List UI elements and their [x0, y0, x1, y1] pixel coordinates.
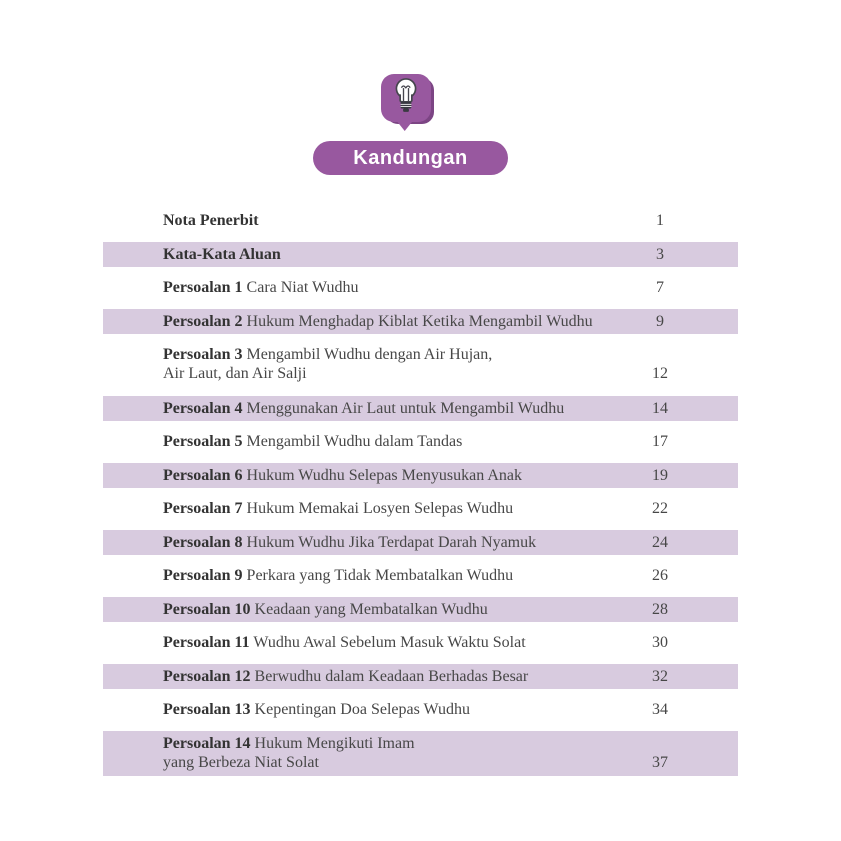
toc-row: [103, 630, 738, 655]
toc-entry-title: Persoalan 9 Perkara yang Tidak Membatalkan Wudhu: [163, 567, 514, 584]
toc-row: [103, 731, 738, 776]
toc-entry-title: Persoalan 12 Berwudhu dalam Keadaan Berhadas Besar: [163, 667, 529, 685]
toc-entry-label: Persoalan 1: [163, 279, 243, 296]
toc-row: [103, 563, 738, 588]
toc-row: [103, 664, 738, 689]
toc-entry-label: Persoalan 14: [163, 734, 251, 752]
toc-entry-title: Persoalan 2 Hukum Menghadap Kiblat Ketika Mengambil Wudhu: [163, 312, 593, 330]
toc-row: [103, 530, 738, 555]
toc-entry-page: 26: [652, 567, 668, 584]
toc-row: [103, 342, 738, 387]
toc-entry-title: Persoalan 11 Wudhu Awal Sebelum Masuk Waktu Solat: [163, 634, 526, 651]
toc-entry-title: Persoalan 13 Kepentingan Doa Selepas Wudhu: [163, 701, 470, 718]
toc-entry-label: Persoalan 2: [163, 312, 243, 330]
toc-row: [103, 208, 738, 233]
toc-entry-page: 17: [652, 433, 668, 450]
contents-banner-title: Kandungan: [353, 146, 468, 169]
toc-entry-title: [163, 208, 640, 233]
toc-entry-title: Persoalan 5 Mengambil Wudhu dalam Tandas: [163, 433, 463, 450]
table-of-contents: [103, 208, 738, 784]
toc-entry-page: 22: [652, 500, 668, 517]
toc-entry-title: Persoalan 10 Keadaan yang Membatalkan Wudhu: [163, 600, 488, 618]
toc-entry-label: Persoalan 12: [163, 667, 251, 685]
toc-row: [103, 396, 738, 421]
contents-banner: [313, 141, 508, 175]
toc-row: [103, 697, 738, 722]
toc-entry-page: 12: [652, 365, 668, 382]
toc-entry-label: Persoalan 10: [163, 600, 251, 618]
toc-row: [103, 463, 738, 488]
toc-entry-label: Persoalan 3: [163, 346, 243, 363]
toc-entry-page: 7: [656, 279, 664, 296]
toc-entry-page: 32: [652, 667, 668, 685]
toc-entry-page: 14: [652, 399, 668, 417]
toc-entry-title: Persoalan 3 Mengambil Wudhu dengan Air Hujan, Air Laut, dan Air Salji: [163, 346, 493, 382]
toc-entry-page: 24: [652, 533, 668, 551]
lightbulb-icon: [391, 76, 421, 121]
toc-entry-label: Kata-Kata Aluan: [163, 245, 281, 263]
toc-row: [103, 242, 738, 267]
toc-entry-label: Persoalan 9: [163, 567, 243, 584]
toc-entry-page: 3: [656, 245, 664, 263]
toc-entry-page: 37: [652, 753, 668, 771]
toc-entry-label: Persoalan 5: [163, 433, 243, 450]
toc-row: [103, 275, 738, 300]
toc-entry-page: 28: [652, 600, 668, 618]
toc-entry-label: Persoalan 7: [163, 500, 243, 517]
toc-entry-title: Persoalan 7 Hukum Memakai Losyen Selepas Wudhu: [163, 500, 514, 517]
lightbulb-bubble: [381, 74, 431, 122]
toc-entry-title: [163, 242, 640, 267]
toc-entry-label: Persoalan 8: [163, 533, 243, 551]
toc-entry-label: Persoalan 11: [163, 634, 250, 651]
toc-row: [103, 597, 738, 622]
toc-entry-title: Persoalan 4 Menggunakan Air Laut untuk Mengambil Wudhu: [163, 399, 565, 417]
toc-row: [103, 309, 738, 334]
toc-entry-page: 19: [652, 466, 668, 484]
toc-entry-label: Persoalan 13: [163, 701, 251, 718]
toc-entry-page: 9: [656, 312, 664, 330]
toc-entry-label: Persoalan 4: [163, 399, 243, 417]
toc-entry-title: Persoalan 6 Hukum Wudhu Selepas Menyusukan Anak: [163, 466, 523, 484]
toc-entry-title: Persoalan 1 Cara Niat Wudhu: [163, 279, 359, 296]
toc-entry-label: Persoalan 6: [163, 466, 243, 484]
toc-entry-label: Nota Penerbit: [163, 212, 259, 229]
toc-entry-page: 30: [652, 634, 668, 651]
toc-entry-page: 1: [656, 212, 664, 229]
toc-entry-page: 34: [652, 701, 668, 718]
toc-row: [103, 429, 738, 454]
toc-row: [103, 496, 738, 521]
toc-entry-title: Persoalan 8 Hukum Wudhu Jika Terdapat Darah Nyamuk: [163, 533, 537, 551]
toc-entry-title: Persoalan 14 Hukum Mengikuti Imam yang Berbeza Niat Solat: [163, 734, 415, 771]
